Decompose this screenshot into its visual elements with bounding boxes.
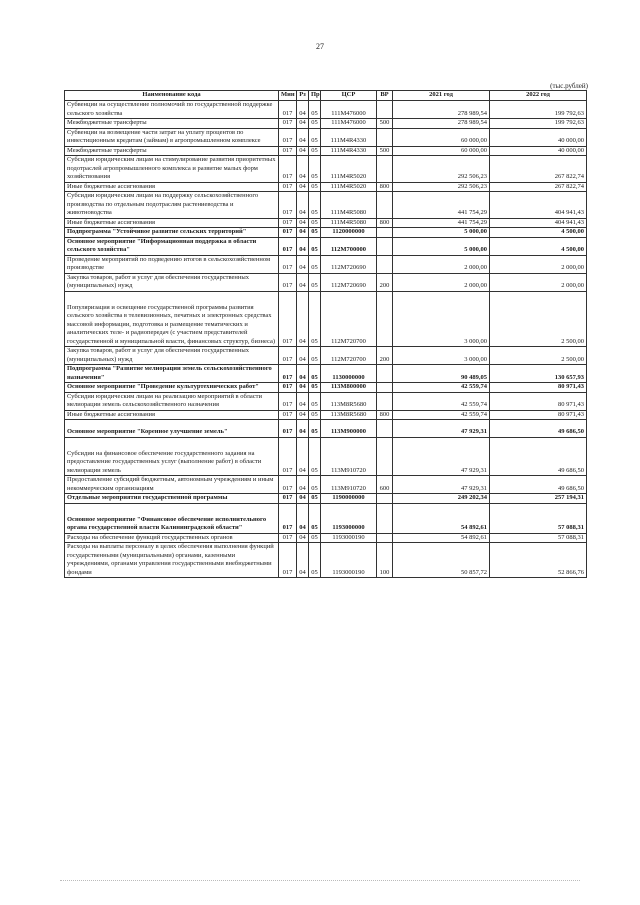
- row-pr: 05: [309, 255, 321, 273]
- row-rz: 04: [297, 392, 309, 410]
- row-2022: 2 000,00: [490, 273, 587, 291]
- row-csr: 1193000000: [321, 503, 377, 533]
- table-row: [65, 476, 587, 494]
- row-2022: 199 792,63: [490, 119, 587, 129]
- row-pr: 05: [309, 237, 321, 255]
- row-min: 017: [279, 182, 297, 192]
- row-pr: 05: [309, 101, 321, 119]
- row-pr: 05: [309, 410, 321, 420]
- row-pr: 05: [309, 156, 321, 183]
- row-min: 017: [279, 533, 297, 543]
- table-row: [65, 182, 587, 192]
- row-rz: 04: [297, 383, 309, 393]
- row-min: 017: [279, 503, 297, 533]
- row-pr: 05: [309, 494, 321, 504]
- row-csr: 111М4R4330: [321, 128, 377, 146]
- row-vr: 500: [377, 119, 393, 129]
- row-name: Отдельные мероприятия государственной программы: [65, 494, 279, 504]
- row-2021: 5 000,00: [393, 228, 490, 238]
- row-name: Основное мероприятие "Финансовое обеспечение исполнительного органа государственной власти Калининградской области": [65, 503, 279, 533]
- row-pr: 05: [309, 347, 321, 365]
- row-2022: 4 500,00: [490, 237, 587, 255]
- row-name: Основное мероприятие "Коренное улучшение земель": [65, 420, 279, 438]
- row-min: 017: [279, 476, 297, 494]
- row-csr: 113М8R5680: [321, 410, 377, 420]
- table-row: [65, 410, 587, 420]
- row-csr: 1190000000: [321, 494, 377, 504]
- row-2022: 40 000,00: [490, 128, 587, 146]
- row-2021: 42 559,74: [393, 392, 490, 410]
- header-vr: ВР: [377, 91, 393, 101]
- row-name: Субсидии юридическим лицам на реализацию мероприятий в области мелиорации земель сельскохозяйственного назначения: [65, 392, 279, 410]
- row-vr: [377, 101, 393, 119]
- row-vr: 200: [377, 273, 393, 291]
- row-2022: 40 000,00: [490, 146, 587, 156]
- row-rz: 04: [297, 494, 309, 504]
- row-min: 017: [279, 291, 297, 347]
- row-2021: 90 489,05: [393, 365, 490, 383]
- row-2022: 257 194,31: [490, 494, 587, 504]
- row-name: Субсидии юридическим лицам на стимулирование развития приоритетных подотраслей агропромышленного комплекса и развитие малых форм хозяйствования: [65, 156, 279, 183]
- row-2022: 57 088,31: [490, 503, 587, 533]
- row-csr: 112М720700: [321, 291, 377, 347]
- row-2022: 267 822,74: [490, 182, 587, 192]
- table-header-row: [65, 91, 587, 101]
- row-csr: 111М4R5020: [321, 182, 377, 192]
- row-min: 017: [279, 437, 297, 476]
- row-vr: [377, 437, 393, 476]
- table-row: [65, 533, 587, 543]
- table-body: [65, 101, 587, 578]
- row-2022: 49 686,50: [490, 437, 587, 476]
- row-2021: 5 000,00: [393, 237, 490, 255]
- row-csr: 111М4R5020: [321, 156, 377, 183]
- row-pr: 05: [309, 437, 321, 476]
- row-pr: 05: [309, 383, 321, 393]
- header-name: Наименование кода: [65, 91, 279, 101]
- row-min: 017: [279, 494, 297, 504]
- row-vr: 200: [377, 347, 393, 365]
- row-min: 017: [279, 392, 297, 410]
- table-row: [65, 437, 587, 476]
- header-csr: ЦСР: [321, 91, 377, 101]
- row-min: 017: [279, 101, 297, 119]
- row-name: Проведение мероприятий по подведению итогов в сельскохозяйственном производстве: [65, 255, 279, 273]
- header-rz: Рз: [297, 91, 309, 101]
- table-row: [65, 228, 587, 238]
- row-2021: 3 000,00: [393, 291, 490, 347]
- row-vr: 100: [377, 543, 393, 578]
- row-2022: 199 792,63: [490, 101, 587, 119]
- row-rz: 04: [297, 503, 309, 533]
- row-2022: 49 686,50: [490, 476, 587, 494]
- table-row: [65, 494, 587, 504]
- row-min: 017: [279, 128, 297, 146]
- row-vr: 800: [377, 410, 393, 420]
- units-label: (тыс.рублей): [550, 82, 588, 90]
- row-2022: 2 500,00: [490, 347, 587, 365]
- row-2022: 130 657,93: [490, 365, 587, 383]
- table-row: [65, 503, 587, 533]
- row-name: Закупка товаров, работ и услуг для обеспечения государственных (муниципальных) нужд: [65, 273, 279, 291]
- row-2021: 54 892,61: [393, 533, 490, 543]
- row-csr: 112М720690: [321, 273, 377, 291]
- row-csr: 1120000000: [321, 228, 377, 238]
- row-2021: 2 000,00: [393, 255, 490, 273]
- table-row: [65, 128, 587, 146]
- row-pr: 05: [309, 228, 321, 238]
- table-row: [65, 365, 587, 383]
- row-2022: 49 686,50: [490, 420, 587, 438]
- row-csr: 113М910720: [321, 437, 377, 476]
- row-2021: 42 559,74: [393, 410, 490, 420]
- row-rz: 04: [297, 365, 309, 383]
- row-2022: 57 088,31: [490, 533, 587, 543]
- row-vr: 500: [377, 146, 393, 156]
- row-pr: 05: [309, 543, 321, 578]
- row-min: 017: [279, 237, 297, 255]
- row-vr: [377, 228, 393, 238]
- row-name: Субсидии юридическим лицам на поддержку сельскохозяйственного производства по отдельным подотраслям растениеводства и животноводства: [65, 192, 279, 219]
- row-name: Подпрограмма "Развитие мелиорации земель сельскохозяйственного назначения": [65, 365, 279, 383]
- table-row: [65, 218, 587, 228]
- row-pr: 05: [309, 392, 321, 410]
- row-vr: [377, 420, 393, 438]
- row-vr: [377, 383, 393, 393]
- row-name: Иные бюджетные ассигнования: [65, 218, 279, 228]
- row-pr: 05: [309, 119, 321, 129]
- row-2021: 278 989,54: [393, 101, 490, 119]
- row-pr: 05: [309, 146, 321, 156]
- row-name: Субсидии на финансовое обеспечение государственного задания на предоставление государственных услуг (выполнение работ) в области мелиорации земель: [65, 437, 279, 476]
- row-rz: 04: [297, 128, 309, 146]
- row-2021: 292 506,23: [393, 182, 490, 192]
- row-2022: 2 500,00: [490, 291, 587, 347]
- row-2021: 50 857,72: [393, 543, 490, 578]
- row-name: Подпрограмма "Устойчивое развитие сельских территорий": [65, 228, 279, 238]
- row-pr: 05: [309, 503, 321, 533]
- row-name: Расходы на выплаты персоналу в целях обеспечения выполнения функций государственными (муниципальными) органами, казенными учреждениями, органами управления государственными внебюджетными фондами: [65, 543, 279, 578]
- row-csr: 111М4R5080: [321, 192, 377, 219]
- row-name: Популяризация и освещение государственной программы развития сельского хозяйства в телевизионных, печатных и электронных средствах массовой информации, подготовка и размещение тематических и аналитических теле- и радиопередач (с участием представителей государственной и муниципальной власти, финансовых структур, бизнеса): [65, 291, 279, 347]
- row-pr: 05: [309, 182, 321, 192]
- row-rz: 04: [297, 410, 309, 420]
- row-2022: 80 971,43: [490, 383, 587, 393]
- table-row: [65, 156, 587, 183]
- row-rz: 04: [297, 237, 309, 255]
- row-rz: 04: [297, 476, 309, 494]
- row-name: Межбюджетные трансферты: [65, 146, 279, 156]
- row-vr: [377, 533, 393, 543]
- row-name: Основное мероприятие "Информационная поддержка в области сельского хозяйства": [65, 237, 279, 255]
- row-csr: 113М900000: [321, 420, 377, 438]
- table-row: [65, 273, 587, 291]
- row-2022: 2 000,00: [490, 255, 587, 273]
- row-pr: 05: [309, 476, 321, 494]
- header-2022: 2022 год: [490, 91, 587, 101]
- row-2022: 52 866,76: [490, 543, 587, 578]
- row-name: Иные бюджетные ассигнования: [65, 410, 279, 420]
- row-csr: 113М8R5680: [321, 392, 377, 410]
- row-2021: 292 506,23: [393, 156, 490, 183]
- row-name: Закупка товаров, работ и услуг для обеспечения государственных (муниципальных) нужд: [65, 347, 279, 365]
- row-min: 017: [279, 192, 297, 219]
- row-vr: [377, 237, 393, 255]
- row-2021: 47 929,31: [393, 437, 490, 476]
- row-min: 017: [279, 273, 297, 291]
- row-vr: [377, 128, 393, 146]
- row-vr: 800: [377, 182, 393, 192]
- row-rz: 04: [297, 192, 309, 219]
- row-csr: 113М800000: [321, 383, 377, 393]
- row-rz: 04: [297, 101, 309, 119]
- row-vr: [377, 255, 393, 273]
- row-vr: [377, 192, 393, 219]
- row-vr: [377, 494, 393, 504]
- row-name: Предоставление субсидий бюджетным, автономным учреждениям и иным некоммерческим организациям: [65, 476, 279, 494]
- row-rz: 04: [297, 273, 309, 291]
- row-pr: 05: [309, 365, 321, 383]
- row-pr: 05: [309, 273, 321, 291]
- row-rz: 04: [297, 291, 309, 347]
- row-min: 017: [279, 255, 297, 273]
- row-pr: 05: [309, 291, 321, 347]
- row-csr: 111М4R5080: [321, 218, 377, 228]
- row-2021: 249 202,34: [393, 494, 490, 504]
- row-2021: 47 929,31: [393, 420, 490, 438]
- row-csr: 113М910720: [321, 476, 377, 494]
- row-rz: 04: [297, 156, 309, 183]
- row-csr: 111М476000: [321, 101, 377, 119]
- page-number: 27: [316, 42, 324, 51]
- row-2021: 278 989,54: [393, 119, 490, 129]
- row-vr: [377, 392, 393, 410]
- row-min: 017: [279, 365, 297, 383]
- row-csr: 112М720690: [321, 255, 377, 273]
- row-name: Субвенции на возмещение части затрат на уплату процентов по инвестиционным кредитам (займам) в агропромышленном комплексе: [65, 128, 279, 146]
- row-rz: 04: [297, 347, 309, 365]
- row-min: 017: [279, 383, 297, 393]
- row-csr: 1130000000: [321, 365, 377, 383]
- table-row: [65, 291, 587, 347]
- row-vr: [377, 365, 393, 383]
- row-rz: 04: [297, 146, 309, 156]
- table-row: [65, 101, 587, 119]
- row-name: Расходы на обеспечение функций государственных органов: [65, 533, 279, 543]
- row-name: Межбюджетные трансферты: [65, 119, 279, 129]
- row-2021: 42 559,74: [393, 383, 490, 393]
- row-2021: 441 754,29: [393, 218, 490, 228]
- row-min: 017: [279, 228, 297, 238]
- row-min: 017: [279, 156, 297, 183]
- row-min: 017: [279, 119, 297, 129]
- row-rz: 04: [297, 420, 309, 438]
- row-rz: 04: [297, 119, 309, 129]
- table-row: [65, 192, 587, 219]
- row-2022: 4 500,00: [490, 228, 587, 238]
- row-rz: 04: [297, 218, 309, 228]
- scan-footer-noise: [60, 880, 580, 885]
- row-2021: 3 000,00: [393, 347, 490, 365]
- row-rz: 04: [297, 543, 309, 578]
- row-vr: [377, 156, 393, 183]
- table-row: [65, 347, 587, 365]
- budget-table: [64, 90, 587, 578]
- row-2022: 404 941,43: [490, 218, 587, 228]
- row-min: 017: [279, 420, 297, 438]
- row-pr: 05: [309, 128, 321, 146]
- row-2021: 2 000,00: [393, 273, 490, 291]
- row-name: Основное мероприятие "Проведение культуртехнических работ": [65, 383, 279, 393]
- table-row: [65, 237, 587, 255]
- row-min: 017: [279, 347, 297, 365]
- row-min: 017: [279, 146, 297, 156]
- header-min: Мин: [279, 91, 297, 101]
- row-rz: 04: [297, 255, 309, 273]
- row-rz: 04: [297, 182, 309, 192]
- header-2021: 2021 год: [393, 91, 490, 101]
- row-pr: 05: [309, 218, 321, 228]
- row-pr: 05: [309, 420, 321, 438]
- row-rz: 04: [297, 228, 309, 238]
- row-csr: 111М4R4330: [321, 146, 377, 156]
- row-2021: 47 929,31: [393, 476, 490, 494]
- table-row: [65, 383, 587, 393]
- table-row: [65, 543, 587, 578]
- row-2021: 60 000,00: [393, 128, 490, 146]
- table-row: [65, 119, 587, 129]
- row-min: 017: [279, 543, 297, 578]
- row-name: Иные бюджетные ассигнования: [65, 182, 279, 192]
- row-2022: 267 822,74: [490, 156, 587, 183]
- table-row: [65, 420, 587, 438]
- row-vr: [377, 291, 393, 347]
- row-vr: 800: [377, 218, 393, 228]
- row-2022: 80 971,43: [490, 392, 587, 410]
- row-csr: 1193000190: [321, 533, 377, 543]
- row-2021: 54 892,61: [393, 503, 490, 533]
- row-vr: 600: [377, 476, 393, 494]
- row-csr: 1193000190: [321, 543, 377, 578]
- row-pr: 05: [309, 533, 321, 543]
- row-name: Субвенции на осуществление полномочий по государственной поддержке сельского хозяйства: [65, 101, 279, 119]
- row-2021: 60 000,00: [393, 146, 490, 156]
- row-min: 017: [279, 218, 297, 228]
- row-rz: 04: [297, 437, 309, 476]
- header-pr: Пр: [309, 91, 321, 101]
- row-csr: 111М476000: [321, 119, 377, 129]
- row-csr: 112М700000: [321, 237, 377, 255]
- row-min: 017: [279, 410, 297, 420]
- table-row: [65, 255, 587, 273]
- table-row: [65, 146, 587, 156]
- row-2021: 441 754,29: [393, 192, 490, 219]
- row-rz: 04: [297, 533, 309, 543]
- row-vr: [377, 503, 393, 533]
- table-row: [65, 392, 587, 410]
- row-2022: 404 941,43: [490, 192, 587, 219]
- row-2022: 80 971,43: [490, 410, 587, 420]
- row-csr: 112М720700: [321, 347, 377, 365]
- row-pr: 05: [309, 192, 321, 219]
